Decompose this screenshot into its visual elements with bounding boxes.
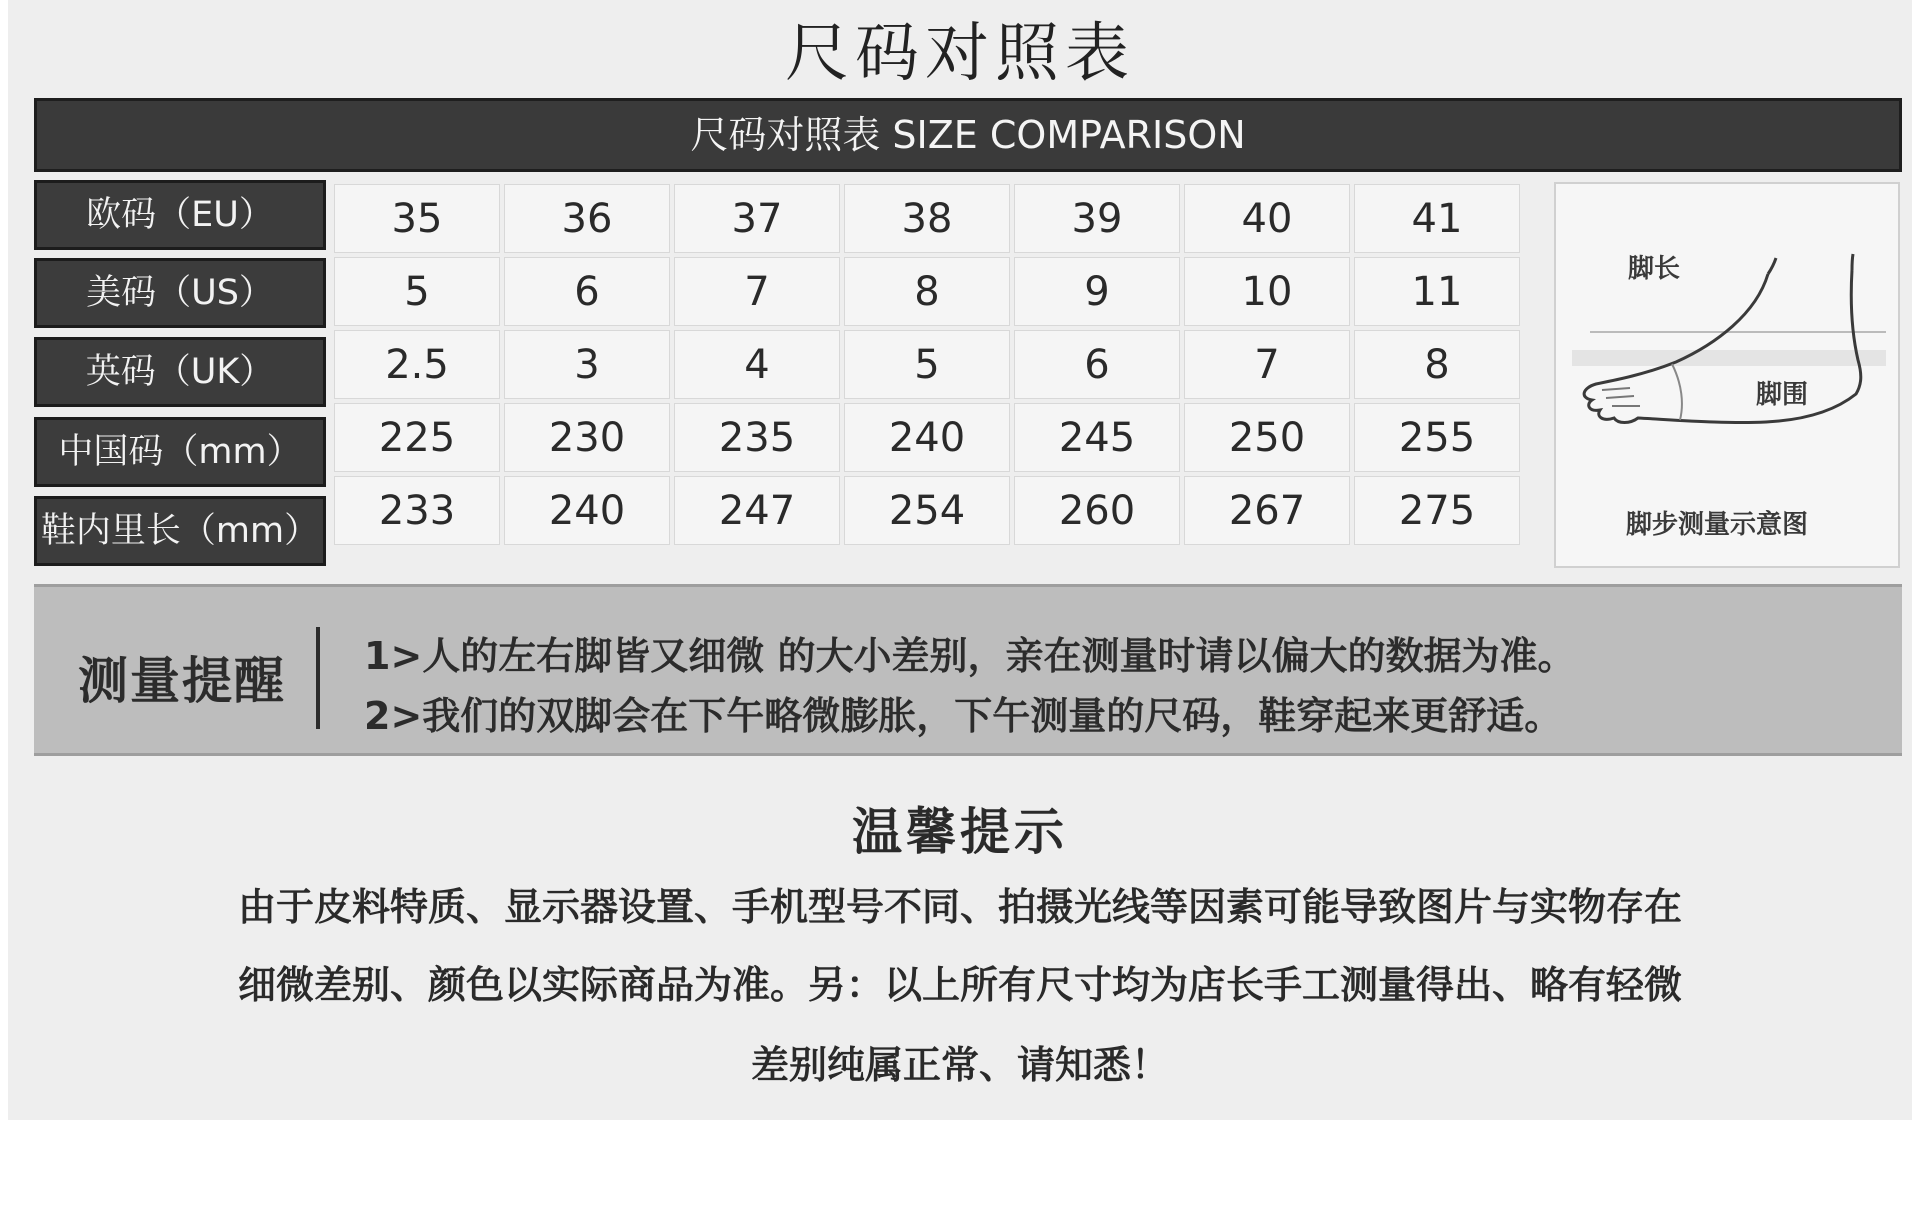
table-cell: 245 [1014,403,1180,472]
table-row-insole [334,476,1520,545]
table-cell: 6 [504,257,670,326]
table-row-cn [334,403,1520,472]
divider [316,627,320,729]
table-cell: 250 [1184,403,1350,472]
table-cell: 37 [674,184,840,253]
table-cell: 8 [844,257,1010,326]
row-label-insole-length: 鞋内里长（mm） [34,496,326,566]
table-cell: 35 [334,184,500,253]
reminder-line-2: 2>我们的双脚会在下午略微膨胀，下午测量的尺码，鞋穿起来更舒适。 [364,694,1563,738]
foot-length-label: 脚长 [1628,254,1681,284]
table-cell: 275 [1354,476,1520,545]
row-label-eu: 欧码（EU） [34,180,326,250]
foot-measurement-diagram [1554,182,1900,568]
table-cell: 7 [1184,330,1350,399]
table-cell: 5 [334,257,500,326]
table-cell: 225 [334,403,500,472]
reminder-line-1: 1>人的左右脚皆又细微 的大小差别，亲在测量时请以偏大的数据为准。 [364,634,1576,678]
table-cell: 6 [1014,330,1180,399]
table-cell: 7 [674,257,840,326]
table-cell: 254 [844,476,1010,545]
table-cell: 240 [504,476,670,545]
table-cell: 2.5 [334,330,500,399]
table-cell: 9 [1014,257,1180,326]
reminder-title: 测量提醒 [78,652,286,710]
table-cell: 235 [674,403,840,472]
tips-line-2: 细微差别、颜色以实际商品为准。另：以上所有尺寸均为店长手工测量得出、略有轻微 [237,963,1682,1007]
row-label-cn-mm: 中国码（mm） [34,417,326,487]
table-cell: 247 [674,476,840,545]
table-row-eu [334,184,1520,253]
foot-girth-label: 脚围 [1756,380,1809,410]
row-label-uk: 英码（UK） [34,337,326,407]
tips-line-1: 由于皮料特质、显示器设置、手机型号不同、拍摄光线等因素可能导致图片与实物存在 [237,885,1682,929]
diagram-caption: 脚步测量示意图 [1626,510,1809,540]
size-comparison-banner: 尺码对照表 SIZE COMPARISON [34,98,1902,172]
size-table [330,180,1524,549]
tips-line-3: 差别纯属正常、请知悉！ [750,1043,1169,1087]
table-row-uk [334,330,1520,399]
table-row-us [334,257,1520,326]
table-cell: 5 [844,330,1010,399]
table-cell: 10 [1184,257,1350,326]
table-cell: 11 [1354,257,1520,326]
table-cell: 3 [504,330,670,399]
page-title: 尺码对照表 [785,17,1135,91]
table-cell: 36 [504,184,670,253]
table-cell: 260 [1014,476,1180,545]
measurement-reminder [34,584,1902,756]
table-cell: 4 [674,330,840,399]
table-cell: 40 [1184,184,1350,253]
row-label-us: 美码（US） [34,258,326,328]
table-cell: 41 [1354,184,1520,253]
table-cell: 39 [1014,184,1180,253]
table-cell: 230 [504,403,670,472]
table-cell: 255 [1354,403,1520,472]
table-cell: 267 [1184,476,1350,545]
table-cell: 233 [334,476,500,545]
table-cell: 38 [844,184,1010,253]
table-cell: 240 [844,403,1010,472]
table-cell: 8 [1354,330,1520,399]
tips-title: 温馨提示 [852,803,1068,861]
